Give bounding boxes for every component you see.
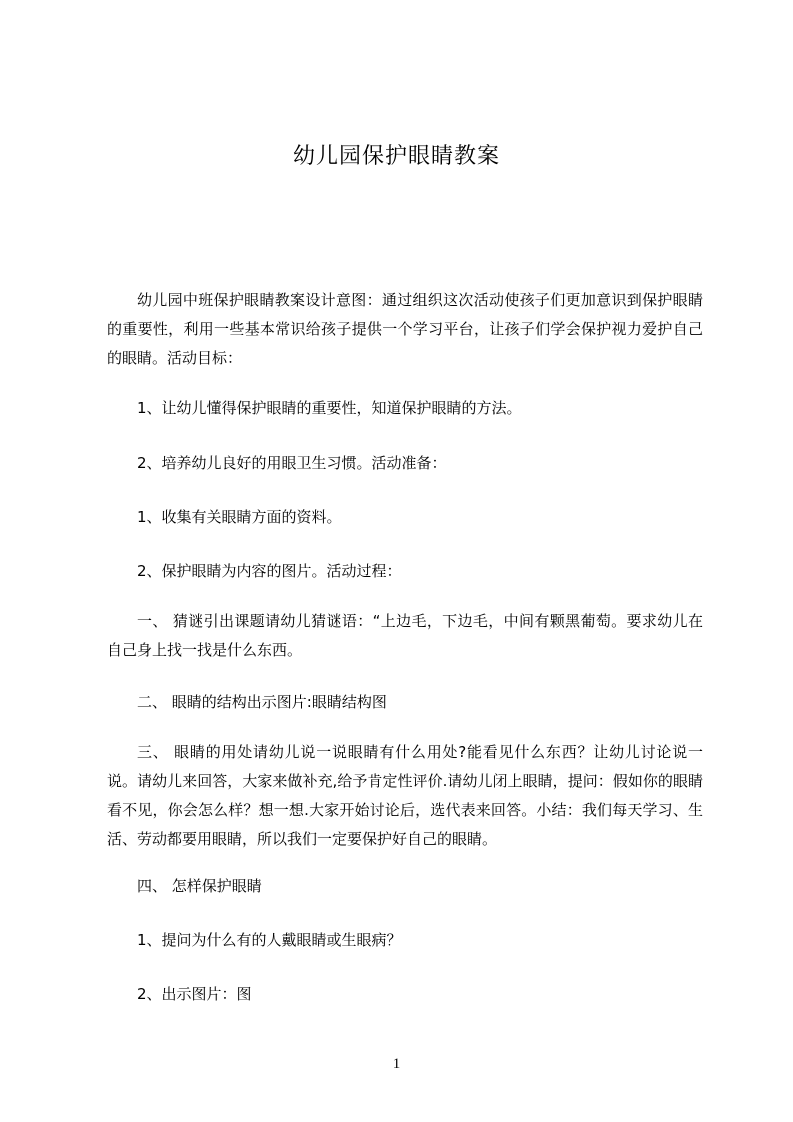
paragraph-step-1: 一、 猜谜引出课题请幼儿猜谜语：“上边毛，下边毛，中间有颗黑葡萄。要求幼儿在自己身上找一找是什么东西。	[107, 612, 703, 659]
paragraph-question-2: 2、出示图片：图	[137, 985, 252, 1003]
paragraph-goal-2: 2、培养幼儿良好的用眼卫生习惯。活动准备：	[137, 454, 447, 472]
paragraph-intro: 幼儿园中班保护眼睛教案设计意图：通过组织这次活动使孩子们更加意识到保护眼睛的重要性，利用一些基本常识给孩子提供一个学习平台，让孩子们学会保护视力爱护自己的眼睛。活动目标：	[107, 291, 703, 367]
paragraph-prep-2: 2、保护眼睛为内容的图片。活动过程：	[137, 562, 402, 580]
paragraph-prep-1: 1、收集有关眼睛方面的资料。	[137, 508, 342, 526]
paragraph-step-4: 四、 怎样保护眼睛	[137, 877, 262, 895]
paragraph-question-1: 1、提问为什么有的人戴眼睛或生眼病？	[137, 931, 402, 949]
paragraph-step-2: 二、 眼睛的结构出示图片:眼睛结构图	[137, 693, 387, 711]
paragraph-step-3: 三、 眼睛的用处请幼儿说一说眼睛有什么用处?能看见什么东西？让幼儿讨论说一说。请幼儿来回答，大家来做补充,给予肯定性评价.请幼儿闭上眼睛，提问：假如你的眼睛看不见，你会怎么样？想一想.大家开始讨论后，选代表来回答。小结：我们每天学习、生活、劳动都要用眼睛，所以我们一定要保护好自己的眼睛。	[107, 743, 703, 848]
document-title: 幼儿园保护眼睛教案	[292, 144, 500, 169]
page-number: 1	[392, 1056, 401, 1072]
paragraph-goal-1: 1、让幼儿懂得保护眼睛的重要性，知道保护眼睛的方法。	[137, 399, 522, 417]
